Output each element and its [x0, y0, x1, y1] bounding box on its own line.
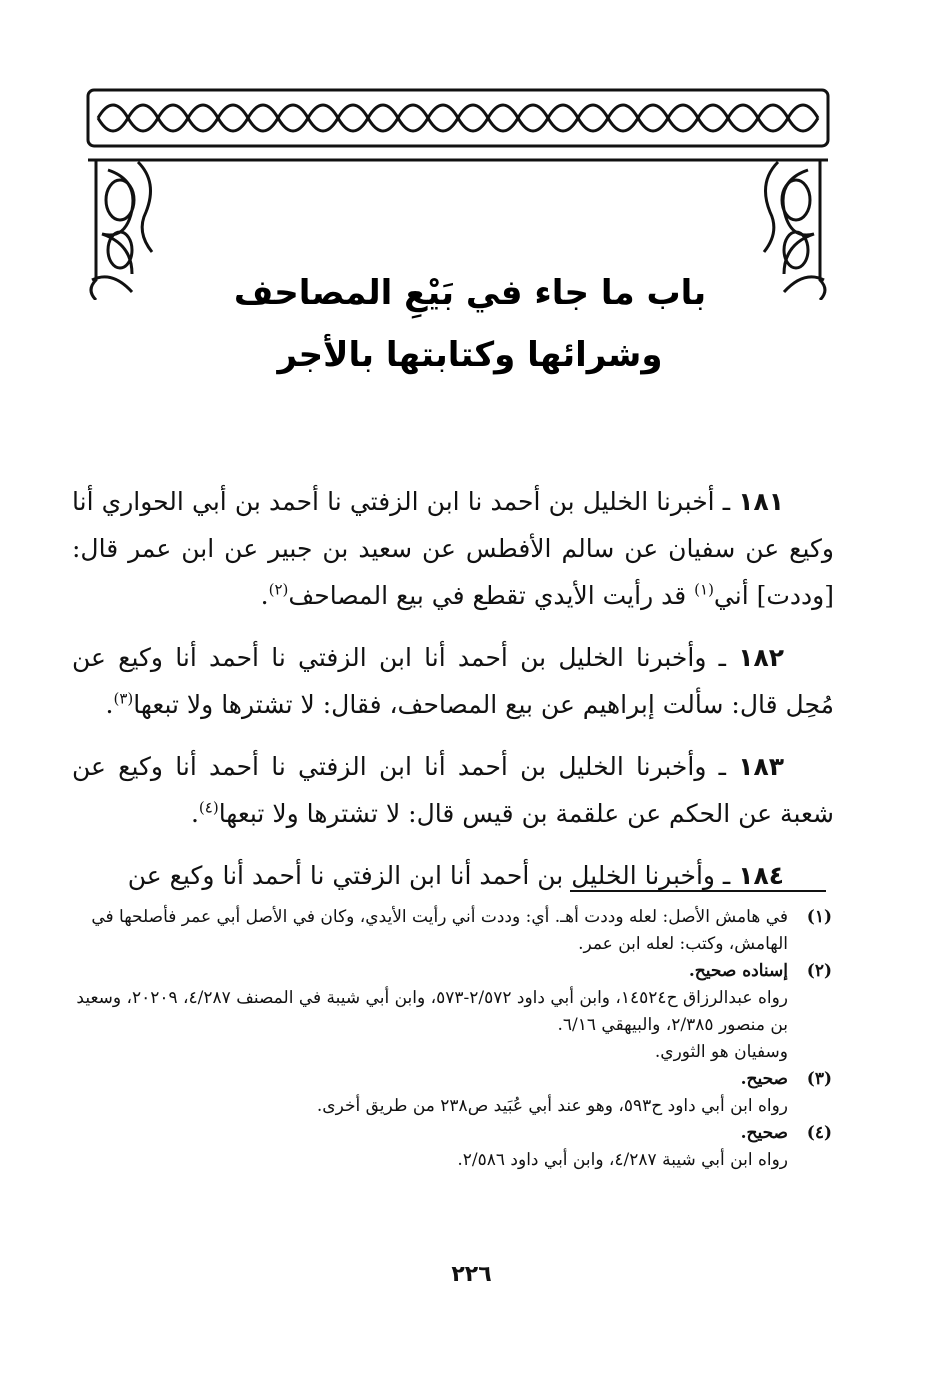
footnote-ref[interactable]: (١) [694, 580, 714, 599]
footnote-1 [74, 904, 832, 958]
footnotes [74, 904, 832, 1174]
footnote-number: (٣) [806, 1069, 832, 1089]
footnote-number: (١) [806, 907, 832, 927]
footnote-separator [570, 890, 826, 892]
hadith-number: ١٨٣ [738, 752, 784, 781]
hadith-paragraph-183 [72, 743, 834, 837]
footnote-grading: إسناده صحيح. [688, 961, 788, 981]
hadith-text: ـ وأخبرنا الخليل بن أحمد أنا ابن الزفتي نا أحمد أنا وكيع عن مُحِل قال: سألت إبراهيم عن بيع المصاحف، فقال: لا تشترها ولا تبعها [72, 643, 834, 719]
hadith-number: ١٨١ [738, 487, 784, 516]
footnote-grading: صحيح. [740, 1123, 788, 1143]
footnote-line: رواه عبدالرزاق ح١٤٥٢٤، وابن أبي داود ٢/٥٧٢-٥٧٣، وابن أبي شيبة في المصنف ٤/٢٨٧، ٢٠٢٠٩، وسعيد بن منصور ٢/٣٨٥، والبيهقي ٦/١٦. [76, 988, 788, 1035]
hadith-paragraph-181 [72, 478, 834, 619]
hadith-number: ١٨٤ [738, 861, 784, 890]
hadith-text: ـ أخبرنا الخليل بن أحمد نا ابن الزفتي نا أحمد بن أبي الحواري أنا وكيع عن سفيان عن سالم الأفطس عن سعيد بن جبير عن ابن عمر قال: [وددت] أني [72, 487, 834, 610]
hadith-text: ـ وأخبرنا الخليل بن أحمد أنا ابن الزفتي نا أحمد أنا وكيع عن شعبة عن الحكم عن علقمة بن قيس قال: لا تشترها ولا تبعها [72, 752, 834, 828]
hadith-text: ـ وأخبرنا الخليل بن أحمد أنا ابن الزفتي نا أحمد أنا وكيع عن [127, 861, 739, 890]
footnote-line: وسفيان هو الثوري. [654, 1042, 788, 1062]
footnote-ref[interactable]: (٤) [198, 798, 219, 817]
hadith-number: ١٨٢ [738, 643, 784, 672]
footnote-line: رواه ابن أبي شيبة ٤/٢٨٧، وابن أبي داود ٢/٥٨٦. [457, 1150, 788, 1170]
footnote-4 [74, 1120, 832, 1174]
footnote-number: (٤) [806, 1123, 832, 1143]
hadith-text-end: . [105, 690, 114, 719]
footnote-ref[interactable]: (٢) [268, 580, 289, 599]
footnote-grading: صحيح. [740, 1069, 788, 1089]
main-text [72, 478, 834, 914]
footnote-number: (٢) [806, 961, 832, 981]
chapter-heading-line-1: باب ما جاء في بَيْعِ المصاحف [233, 273, 707, 313]
hadith-text: قد رأيت الأيدي تقطع في بيع المصاحف [288, 581, 695, 610]
footnote-ref[interactable]: (٣) [113, 689, 134, 708]
hadith-text-end: . [260, 581, 269, 610]
page-number: ٢٢٦ [451, 1262, 492, 1287]
chapter-heading-line-2: وشرائها وكتابتها بالأجر [277, 335, 663, 375]
footnote-2 [74, 958, 832, 1066]
footnote-line: في هامش الأصل: لعله وددت أهـ. أي: وددت أني رأيت الأيدي، وكان في الأصل أبي عمر فأصلحها في الهامش، وكتب: لعله ابن عمر. [91, 907, 788, 954]
chapter-heading [150, 262, 790, 386]
hadith-paragraph-182 [72, 634, 834, 728]
hadith-text-end: . [190, 799, 199, 828]
footnote-3 [74, 1066, 832, 1120]
footnote-line: رواه ابن أبي داود ح٥٩٣، وهو عند أبي عُبَيد ص٢٣٨ من طريق أخرى. [316, 1096, 788, 1116]
